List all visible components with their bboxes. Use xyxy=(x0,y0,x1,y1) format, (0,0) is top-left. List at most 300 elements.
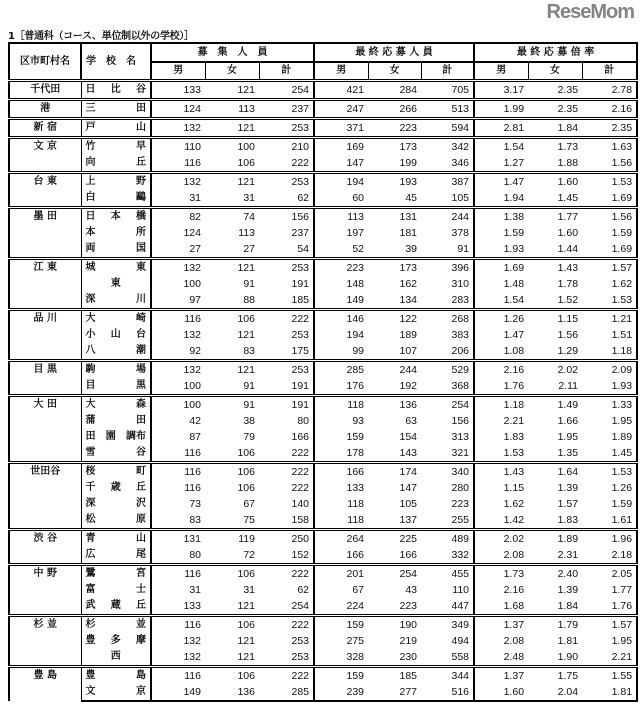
header-school: 学 校 名 xyxy=(81,43,151,81)
applicants-male: 201 xyxy=(314,565,368,583)
school-name-char: 大 xyxy=(85,399,96,410)
recruit-female: 72 xyxy=(243,549,255,561)
ratio-female: 1.49 xyxy=(528,396,582,414)
ratio-male: 1.60 xyxy=(474,684,528,701)
recruit-male: 132 xyxy=(151,173,205,191)
recruit-male: 97 xyxy=(189,294,201,306)
recruit-total: 222 xyxy=(259,155,314,173)
applicants-female: 154 xyxy=(399,431,418,443)
school-name xyxy=(81,259,151,277)
applicants-total: 447 xyxy=(421,598,474,616)
school-name-char: 杉 xyxy=(85,619,96,630)
header-district: 区市町村名 xyxy=(9,43,81,81)
school-name-char: 田 xyxy=(136,103,146,114)
recruit-male: 110 xyxy=(151,138,205,156)
school-name-char: 蔵 xyxy=(110,600,121,611)
recruit-female: 91 xyxy=(205,396,259,414)
school-name xyxy=(81,190,151,208)
table-row xyxy=(9,100,637,119)
recruit-female: 106 xyxy=(205,667,259,685)
ratio-female: 1.39 xyxy=(557,584,579,596)
school-name-char xyxy=(136,649,146,665)
applicants-male: 223 xyxy=(314,259,368,277)
applicants-male: 178 xyxy=(346,447,365,459)
school-name-char: 国 xyxy=(136,243,146,254)
school-name-char xyxy=(111,343,121,359)
school-name-char: 島 xyxy=(136,670,146,681)
school-name-char: 三 xyxy=(85,103,96,114)
school-name-char: 調布 xyxy=(126,431,146,442)
school-name-char: 黒 xyxy=(136,380,146,391)
ratio-female: 1.39 xyxy=(557,482,579,494)
table-row xyxy=(9,445,637,463)
recruit-total: 253 xyxy=(259,119,314,138)
district-name: 千代田 xyxy=(9,81,81,100)
school-name-char: 田 xyxy=(85,431,96,442)
ratio-total: 1.53 xyxy=(582,463,637,481)
school-name xyxy=(81,445,151,463)
applicants-total: 378 xyxy=(421,225,474,241)
school-name-char: 鷗 xyxy=(136,192,146,203)
ratio-male: 1.62 xyxy=(503,498,525,510)
ratio-male: 2.08 xyxy=(503,549,525,561)
school-name-char xyxy=(111,139,121,155)
table-row xyxy=(9,633,637,649)
school-name-char: 宮 xyxy=(136,568,146,579)
table-row xyxy=(9,582,637,598)
school-name xyxy=(81,310,151,328)
recruit-female: 121 xyxy=(205,81,259,100)
applicants-total: 594 xyxy=(421,119,474,138)
school-name-char xyxy=(111,547,121,563)
recruit-male: 116 xyxy=(184,447,201,459)
recruit-total: 222 xyxy=(259,445,314,463)
applicants-female: 162 xyxy=(399,278,418,290)
ratio-total: 1.55 xyxy=(582,667,637,685)
district-name: 中 野 xyxy=(9,565,81,616)
district-name: 杉 並 xyxy=(9,616,81,667)
ratio-total: 2.21 xyxy=(582,649,637,667)
school-name xyxy=(81,155,151,173)
district-name: 文 京 xyxy=(9,138,81,173)
ratio-female: 1.15 xyxy=(528,310,582,328)
table-row xyxy=(9,276,637,292)
ratio-total: 2.16 xyxy=(582,100,637,119)
ratio-female: 2.31 xyxy=(557,549,579,561)
school-name-char xyxy=(111,378,121,394)
ratio-total: 1.93 xyxy=(582,378,637,396)
school-name-char: 崎 xyxy=(136,313,146,324)
school-name-char xyxy=(111,668,121,684)
school-name xyxy=(81,496,151,512)
ratio-male: 1.08 xyxy=(503,345,525,357)
applicants-female: 134 xyxy=(399,294,418,306)
recruit-male: 116 xyxy=(184,157,201,169)
school-name xyxy=(81,241,151,259)
district-name: 大 田 xyxy=(9,396,81,463)
applicants-total: 105 xyxy=(421,190,474,208)
applicants-total: 455 xyxy=(421,565,474,583)
recruit-male: 132 xyxy=(183,329,201,341)
school-name-char xyxy=(111,225,121,241)
school-name-char: 場 xyxy=(136,364,146,375)
school-name-char: 橋 xyxy=(136,211,146,222)
school-name-char: 上 xyxy=(85,176,96,187)
recruit-male: 116 xyxy=(151,463,205,481)
ratio-total: 1.62 xyxy=(582,276,637,292)
school-name xyxy=(81,649,151,667)
recruit-total: 222 xyxy=(259,565,314,583)
recruit-total: 80 xyxy=(259,413,314,429)
school-name-char xyxy=(111,531,121,547)
recruit-female: 106 xyxy=(237,157,255,169)
table-row xyxy=(9,173,637,191)
ratio-male: 1.54 xyxy=(503,294,525,306)
applicants-total: 383 xyxy=(421,327,474,343)
applicants-male: 67 xyxy=(352,584,365,596)
recruit-female: 136 xyxy=(205,684,259,701)
applicants-male: 146 xyxy=(314,310,368,328)
school-name xyxy=(81,530,151,548)
school-name-char: 竹 xyxy=(85,141,96,152)
recruit-total: 54 xyxy=(259,241,314,259)
applicants-female: 136 xyxy=(368,396,421,414)
header-final-applicants: 最 終 応 募 人 員 xyxy=(314,43,474,62)
ratio-female: 1.78 xyxy=(557,278,579,290)
recruit-male: 132 xyxy=(151,119,205,138)
table-row xyxy=(9,190,637,208)
school-name-char: 京 xyxy=(136,686,146,697)
applicants-total: 156 xyxy=(421,413,474,429)
ratio-male: 1.18 xyxy=(474,396,528,414)
applicants-total: 313 xyxy=(421,429,474,445)
recruit-total: 222 xyxy=(259,667,314,685)
applicants-female: 189 xyxy=(399,329,418,341)
applicants-female: 185 xyxy=(368,667,421,685)
school-name-char: 青 xyxy=(85,533,96,544)
school-name-char xyxy=(111,445,121,461)
recruit-female: 113 xyxy=(238,227,255,239)
applicants-female: 223 xyxy=(399,600,418,612)
recruit-female: 121 xyxy=(205,119,259,138)
ratio-total: 1.26 xyxy=(582,480,637,496)
table-row xyxy=(9,598,637,616)
ratio-male: 1.94 xyxy=(503,192,525,204)
applicants-female: 174 xyxy=(368,463,421,481)
school-name-char: 沢 xyxy=(136,498,146,509)
ratio-female: 1.52 xyxy=(557,294,579,306)
recruit-female: 121 xyxy=(205,361,259,379)
recruit-female: 79 xyxy=(243,431,255,443)
school-name-char xyxy=(111,311,121,327)
school-name-char xyxy=(111,413,121,429)
recruit-female: 74 xyxy=(205,208,259,226)
applicants-male: 285 xyxy=(314,361,368,379)
recruit-female: 88 xyxy=(243,294,255,306)
ratio-total: 2.09 xyxy=(582,361,637,379)
applicants-male: 147 xyxy=(346,157,365,169)
ratio-female: 1.84 xyxy=(528,119,582,138)
ratio-male: 1.47 xyxy=(474,173,528,191)
school-name xyxy=(81,565,151,583)
recruit-male: 133 xyxy=(183,600,201,612)
recruit-male: 80 xyxy=(189,549,201,561)
school-name-char xyxy=(111,684,121,700)
school-name-char: 城 xyxy=(85,262,96,273)
ratio-male: 1.42 xyxy=(503,514,525,526)
subheader-male: 男 xyxy=(151,62,205,81)
applicants-female: 244 xyxy=(368,361,421,379)
table-row xyxy=(9,327,637,343)
recruit-total: 62 xyxy=(259,582,314,598)
district-name: 港 xyxy=(9,100,81,119)
recruit-female: 27 xyxy=(243,243,255,255)
school-name-char xyxy=(111,101,121,117)
recruit-total: 253 xyxy=(259,633,314,649)
applicants-total: 223 xyxy=(421,496,474,512)
ratio-male: 1.26 xyxy=(474,310,528,328)
district-name: 江 東 xyxy=(9,259,81,310)
applicants-total: 254 xyxy=(421,396,474,414)
applicants-male: 169 xyxy=(314,138,368,156)
school-name xyxy=(81,173,151,191)
table-row xyxy=(9,616,637,634)
recruit-female: 121 xyxy=(205,173,259,191)
school-name-char: 白 xyxy=(85,192,96,203)
recruit-total: 191 xyxy=(259,378,314,396)
applicants-female: 199 xyxy=(399,157,418,169)
school-name-char: 歳 xyxy=(110,482,121,493)
table-row xyxy=(9,429,637,445)
school-name-char: 向 xyxy=(85,157,96,168)
school-name-char xyxy=(86,276,96,292)
school-name-char xyxy=(111,512,121,528)
school-name-char: 丘 xyxy=(136,482,146,493)
recruit-male: 124 xyxy=(151,100,205,119)
district-name: 品 川 xyxy=(9,310,81,361)
subheader-total: 計 xyxy=(259,62,314,81)
table-row xyxy=(9,310,637,328)
applicants-female: 137 xyxy=(399,514,418,526)
applicants-male: 93 xyxy=(352,415,365,427)
recruit-total: 237 xyxy=(259,225,314,241)
school-name xyxy=(81,429,151,445)
applicants-total: 268 xyxy=(421,310,474,328)
applicants-female: 223 xyxy=(368,119,421,138)
school-name-char xyxy=(111,155,121,171)
ratio-female: 1.81 xyxy=(557,635,579,647)
school-name-char: 深 xyxy=(85,498,96,509)
applicants-male: 52 xyxy=(352,243,365,255)
school-name-char: 駒 xyxy=(85,364,96,375)
school-name-char xyxy=(111,174,121,190)
subheader-male: 男 xyxy=(314,62,368,81)
subheader-female: 女 xyxy=(368,62,421,81)
ratio-total: 1.53 xyxy=(582,292,637,310)
ratio-female: 1.66 xyxy=(557,415,579,427)
table-row xyxy=(9,684,637,701)
recruit-total: 152 xyxy=(259,547,314,565)
school-name-char: 山 xyxy=(110,329,121,340)
school-name-char: 日 xyxy=(85,211,96,222)
applicants-female: 173 xyxy=(368,138,421,156)
ratio-female: 1.56 xyxy=(557,329,579,341)
applicants-total: 310 xyxy=(421,276,474,292)
applicants-female: 190 xyxy=(368,616,421,634)
ratio-male: 1.93 xyxy=(503,243,525,255)
school-name-char: 戸 xyxy=(85,122,96,133)
table-row xyxy=(9,81,637,100)
ratio-male: 2.16 xyxy=(503,584,525,596)
recruit-total: 250 xyxy=(259,530,314,548)
ratio-female: 1.84 xyxy=(557,600,579,612)
ratio-female: 1.95 xyxy=(557,431,579,443)
school-name xyxy=(81,480,151,496)
recruit-female: 106 xyxy=(205,616,259,634)
school-name-char: 雪 xyxy=(85,447,96,458)
ratio-total: 1.95 xyxy=(582,413,637,429)
ratio-female: 1.44 xyxy=(557,243,579,255)
ratio-male: 1.54 xyxy=(474,138,528,156)
recruit-total: 191 xyxy=(259,276,314,292)
school-name-char: 小 xyxy=(85,329,96,340)
school-name-char xyxy=(111,566,121,582)
school-name-char: 原 xyxy=(136,514,146,525)
school-name-char: 並 xyxy=(136,619,146,630)
applicants-total: 346 xyxy=(421,155,474,173)
table-row xyxy=(9,259,637,277)
ratio-total: 2.78 xyxy=(582,81,637,100)
school-name xyxy=(81,633,151,649)
ratio-female: 1.83 xyxy=(557,514,579,526)
applicant-ratio-table xyxy=(8,42,638,702)
applicants-total: 349 xyxy=(421,616,474,634)
ratio-female: 2.35 xyxy=(528,100,582,119)
table-row xyxy=(9,119,637,138)
table-row xyxy=(9,208,637,226)
applicants-female: 105 xyxy=(399,498,418,510)
school-name-char: 多 xyxy=(110,635,121,646)
applicants-male: 148 xyxy=(346,278,365,290)
school-name-char: 広 xyxy=(85,549,96,560)
ratio-male: 1.38 xyxy=(474,208,528,226)
ratio-total: 1.51 xyxy=(582,327,637,343)
applicants-female: 225 xyxy=(368,530,421,548)
applicants-total: 396 xyxy=(421,259,474,277)
school-name-char: 豊 xyxy=(85,635,96,646)
ratio-total: 2.05 xyxy=(582,565,637,583)
applicants-male: 166 xyxy=(314,463,368,481)
applicants-male: 159 xyxy=(346,431,365,443)
recruit-male: 42 xyxy=(189,415,201,427)
school-name-char: 摩 xyxy=(136,635,146,646)
ratio-male: 2.02 xyxy=(474,530,528,548)
table-row xyxy=(9,463,637,481)
ratio-male: 1.37 xyxy=(474,616,528,634)
ratio-female: 1.90 xyxy=(557,651,579,663)
applicants-total: 244 xyxy=(421,208,474,226)
ratio-female: 2.04 xyxy=(528,684,582,701)
ratio-total: 1.56 xyxy=(582,155,637,173)
school-name-char: 町 xyxy=(136,466,146,477)
ratio-male: 2.16 xyxy=(474,361,528,379)
recruit-female: 106 xyxy=(205,310,259,328)
applicants-male: 194 xyxy=(346,329,365,341)
school-name-char: 森 xyxy=(136,399,146,410)
school-name-char: 士 xyxy=(136,584,146,595)
school-name-char: 谷 xyxy=(136,447,146,458)
table-row xyxy=(9,547,637,565)
ratio-male: 1.68 xyxy=(503,600,525,612)
applicants-total: 558 xyxy=(421,649,474,667)
recruit-female: 113 xyxy=(205,100,259,119)
school-name xyxy=(81,413,151,429)
school-name-char xyxy=(111,190,121,206)
applicants-male: 421 xyxy=(314,81,368,100)
ratio-male: 1.37 xyxy=(474,667,528,685)
ratio-total: 1.45 xyxy=(582,445,637,463)
recruit-male: 116 xyxy=(151,667,205,685)
applicants-male: 194 xyxy=(314,173,368,191)
recruit-male: 116 xyxy=(151,616,205,634)
ratio-total: 1.96 xyxy=(582,530,637,548)
school-name-char: 武 xyxy=(85,600,96,611)
recruit-female: 121 xyxy=(237,600,255,612)
table-row xyxy=(9,378,637,396)
applicants-female: 254 xyxy=(368,565,421,583)
ratio-male: 2.08 xyxy=(503,635,525,647)
school-name-char: 富 xyxy=(85,584,96,595)
ratio-female: 1.35 xyxy=(557,447,579,459)
ratio-total: 1.18 xyxy=(582,343,637,361)
table-row xyxy=(9,241,637,259)
applicants-female: 193 xyxy=(368,173,421,191)
applicants-female: 266 xyxy=(368,100,421,119)
table-row xyxy=(9,292,637,310)
recruit-total: 253 xyxy=(259,649,314,667)
school-name-char: 文 xyxy=(85,686,96,697)
school-name-char: 大 xyxy=(85,313,96,324)
recruit-total: 62 xyxy=(259,190,314,208)
recruit-female: 106 xyxy=(237,482,255,494)
recruit-male: 132 xyxy=(151,361,205,379)
applicants-total: 368 xyxy=(421,378,474,396)
applicants-male: 328 xyxy=(346,651,365,663)
ratio-female: 1.77 xyxy=(528,208,582,226)
ratio-total: 2.18 xyxy=(582,547,637,565)
table-row xyxy=(9,361,637,379)
ratio-female: 1.89 xyxy=(528,530,582,548)
school-name xyxy=(81,361,151,379)
applicants-female: 122 xyxy=(368,310,421,328)
applicants-female: 192 xyxy=(399,380,418,392)
applicants-male: 371 xyxy=(314,119,368,138)
applicants-female: 219 xyxy=(399,635,418,647)
school-name-char: 谷 xyxy=(136,84,146,95)
recruit-male: 132 xyxy=(183,651,201,663)
applicants-male: 99 xyxy=(352,345,365,357)
ratio-male: 1.59 xyxy=(503,227,525,239)
applicants-male: 224 xyxy=(346,600,365,612)
recruit-female: 121 xyxy=(237,635,255,647)
district-name: 台 東 xyxy=(9,173,81,208)
applicants-total: 332 xyxy=(421,547,474,565)
applicants-total: 513 xyxy=(421,100,474,119)
applicants-female: 181 xyxy=(399,227,418,239)
ratio-total: 1.56 xyxy=(582,208,637,226)
ratio-female: 1.75 xyxy=(528,667,582,685)
school-name xyxy=(81,616,151,634)
